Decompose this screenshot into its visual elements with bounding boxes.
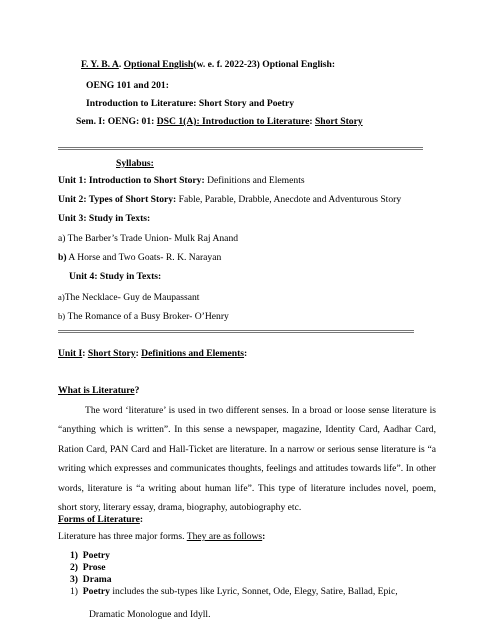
- list-number: 1): [70, 586, 78, 597]
- list-text: The Romance of a Busy Broker- O’Henry: [67, 311, 229, 322]
- list-item: [70, 550, 110, 562]
- list-marker: b): [58, 311, 66, 321]
- list-item: [70, 574, 112, 586]
- list-number: 2): [70, 562, 78, 573]
- paper-topic: Short Story: [314, 116, 363, 127]
- list-number: 1): [70, 550, 78, 561]
- semester-line: [76, 116, 363, 128]
- class-name: F. Y. B. A: [81, 59, 119, 70]
- divider-bottom: [58, 330, 414, 333]
- intro-underlined: They are as follows: [186, 531, 263, 542]
- course-title: Introduction to Literature: Short Story and Poetry: [86, 98, 295, 109]
- semester-label: Sem. I: OENG: 01:: [76, 116, 157, 127]
- syllabus-unit-3: Unit 3: Study in Texts:: [58, 213, 151, 224]
- poetry-description-continued: Dramatic Monologue and Idyll.: [89, 609, 211, 620]
- poetry-description: [70, 586, 398, 598]
- separator: :: [82, 348, 88, 359]
- unit-text: Fable, Parable, Drabble, Anecdote and Adventurous Story: [176, 194, 402, 205]
- unit-word: Unit: [58, 348, 79, 359]
- separator: :: [135, 348, 142, 359]
- unit-heading: [58, 348, 247, 360]
- heading-mark: ?: [134, 385, 140, 396]
- unit-label: Unit 2: Types of Short Story:: [58, 194, 177, 205]
- poetry-label: Poetry: [82, 586, 110, 597]
- intro-colon: :: [262, 531, 266, 542]
- list-text: Poetry: [82, 550, 110, 561]
- list-item: [70, 562, 106, 574]
- forms-intro: [58, 531, 265, 543]
- syllabus-text-4a: [58, 291, 199, 304]
- course-year: (w. e. f. 2022-23) Optional English:: [193, 59, 336, 70]
- syllabus-text-3a: a) The Barber’s Trade Union- Mulk Raj Anand: [58, 233, 239, 244]
- divider-top: [58, 147, 423, 150]
- list-number: 3): [70, 574, 78, 585]
- unit-topic: Short Story: [87, 348, 136, 359]
- syllabus-unit-1: [58, 175, 305, 187]
- heading-text: What is Literature: [58, 385, 135, 396]
- unit-number: I: [78, 348, 83, 359]
- course-name: Optional English: [123, 59, 194, 70]
- forms-heading: [58, 514, 143, 526]
- syllabus-heading: Syllabus:: [116, 158, 154, 169]
- list-text: Drama: [82, 574, 112, 585]
- intro-text: Literature has three major forms.: [58, 531, 187, 542]
- separator: .: [118, 59, 124, 70]
- list-marker: a): [58, 292, 65, 302]
- syllabus-text-4b: [58, 310, 229, 323]
- separator: :: [309, 116, 315, 127]
- paper-title: DSC 1(A): Introduction to Literature: [156, 116, 310, 127]
- heading-mark: :: [139, 514, 144, 525]
- list-marker: b): [58, 252, 67, 263]
- course-code: OENG 101 and 201:: [86, 80, 169, 91]
- header-line-1: [81, 59, 335, 71]
- list-text: Prose: [82, 562, 106, 573]
- syllabus-unit-4: Unit 4: Study in Texts:: [69, 271, 162, 282]
- poetry-text: includes the sub-types like Lyric, Sonnet, Ode, Elegy, Satire, Ballad, Epic,: [109, 586, 398, 597]
- list-text: The Necklace- Guy de Maupassant: [64, 292, 200, 303]
- unit-subtopic: Definitions and Elements: [141, 348, 245, 359]
- separator: :: [244, 348, 248, 359]
- literature-paragraph: The word ‘literature’ is used in two different senses. In a broad or loose sense literature is “anything which is written”. In this sense a newspaper, magazine, Identity Card, Aadhar Card, Ration Card, PAN Card and Hall-Ticket are literature. In a narrow or serious sense literature is “a writing which expresses and communicates thoughts, feelings and attitudes towards life”. In other words, literature is “a writing about human life”. This type of literature includes novel, poem, short story, literary essay, drama, biography, autobiography etc.: [58, 405, 436, 514]
- literature-heading: [58, 385, 139, 397]
- syllabus-unit-2: [58, 194, 401, 206]
- unit-text: Definitions and Elements: [204, 175, 305, 186]
- syllabus-text-3b: [58, 252, 221, 264]
- heading-text: Forms of Literature: [58, 514, 140, 525]
- unit-label: Unit 1: Introduction to Short Story:: [58, 175, 205, 186]
- list-text: A Horse and Two Goats- R. K. Narayan: [66, 252, 222, 263]
